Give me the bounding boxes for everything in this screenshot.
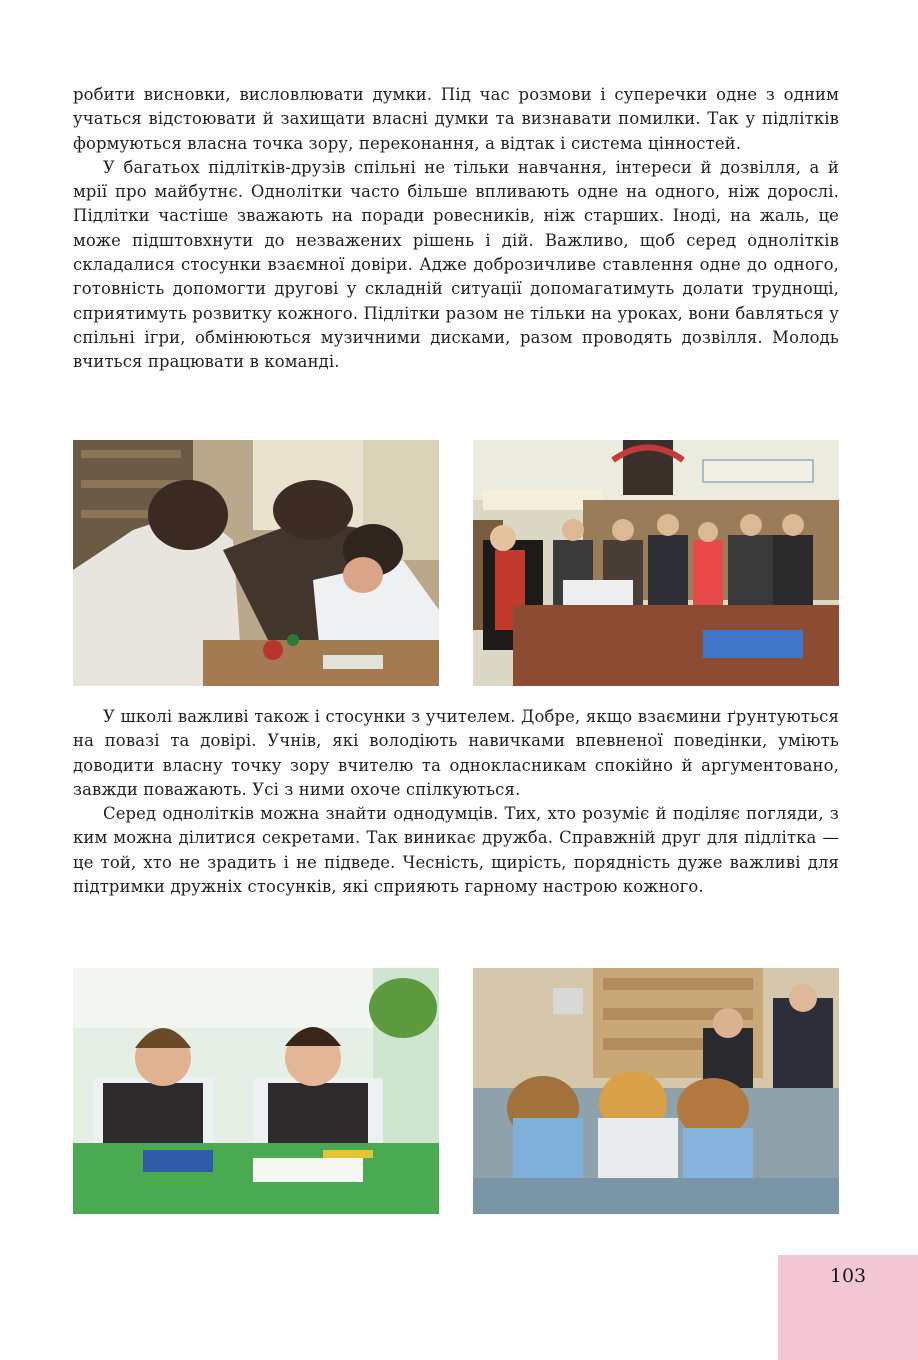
photo-classroom-students: [473, 968, 839, 1214]
photo-students-working-at-table: [73, 440, 439, 686]
paragraph: Серед однолітків можна знайти однодумців. Тих, хто розуміє й поділяє погляди, з ким можна ділитися секретами. Так виникає дружба. Справжній друг для підлітка — це той, хто не зрадить і не підведе. Чесність, щирість, порядність дуже важливі для підтримки дружніх стосунків, які сприяють гарному настрою кожного.: [73, 804, 839, 897]
paragraph: У школі важливі також і стосунки з учителем. Добре, якщо взаємини ґрунтуються на повазі та довірі. Учнів, які володіють навичками впевненої поведінки, уміють доводити власну точку зору вчителю та однокласникам спокійно й аргументовано, завжди поважають. Усі з ними охоче спілкуються.: [73, 707, 839, 799]
text-block-bottom: [73, 705, 839, 899]
page-number-tab: [778, 1255, 918, 1360]
photo-group-in-library: [473, 440, 839, 686]
paragraph: робити висновки, висловлювати думки. Під час розмови і суперечки одне з одним учаться відстоювати й захищати власні думки та визнавати помилки. Так у підлітків формуються власна точка зору, переконання, а відтак і система цінностей.: [73, 85, 839, 153]
paragraph: У багатьох підлітків-друзів спільні не тільки навчання, інтереси й дозвілля, а й мрії про майбутнє. Однолітки часто більше впливають одне на одного, ніж дорослі. Підлітки частіше зважають на поради ровесників, ніж старших. Іноді, на жаль, це може підштовхнути до незважених рішень і дій. Важливо, щоб серед однолітків складалися стосунки взаємної довіри. Адже доброзичливе ставлення одне до одного, готовність допомогти другові у складній ситуації допомагатимуть долати труднощі, сприятимуть розвитку кожного. Підлітки разом не тільки на уроках, вони бавляться у спільні ігри, обмінюються музичними дисками, разом проводять дозвілля. Молодь вчиться працювати в команді.: [73, 157, 839, 372]
text-block-top: [73, 83, 839, 375]
photo-two-boys-at-desk: [73, 968, 439, 1214]
page-number: 103: [829, 1265, 867, 1287]
